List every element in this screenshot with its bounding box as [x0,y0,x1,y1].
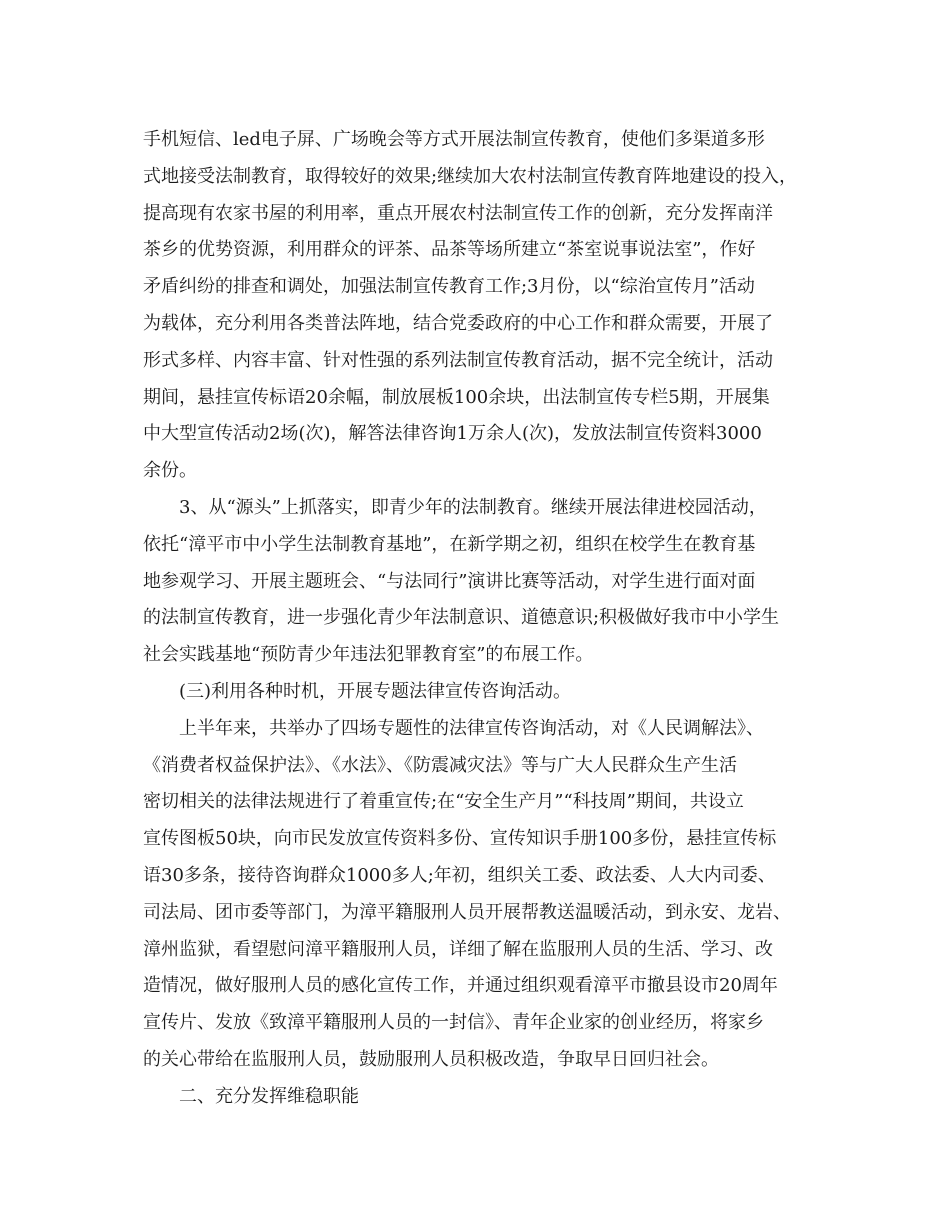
text-line: 茶乡的优势资源，利用群众的评茶、品茶等场所建立“茶室说事说法室”，作好 [143,239,756,261]
text-line: 式地接受法制教育，取得较好的效果;继续加大农村法制宣传教育阵地建设的投入， [143,165,798,187]
text-line: 形式多样、内容丰富、针对性强的系列法制宣传教育活动，据不完全统计，活动 [143,349,773,371]
text-line: 为载体，充分利用各类普法阵地，结合党委政府的中心工作和群众需要，开展了 [143,312,773,334]
text-line: 的法制宣传教育，进一步强化青少年法制意识、道德意识;积极做好我市中小学生 [143,607,780,629]
text-line: 提高现有农家书屋的利用率，重点开展农村法制宣传工作的创新，充分发挥南洋 [143,202,773,224]
text-line: 地参观学习、开展主题班会、“与法同行”演讲比赛等活动，对学生进行面对面 [143,570,756,592]
text-line: 社会实践基地“预防青少年违法犯罪教育室”的布展工作。 [143,644,594,666]
document-body [143,122,823,1116]
paragraph-first-line: 3、从“源头”上抓落实，即青少年的法制教育。继续开展法律进校园活动， [179,496,767,518]
text-line: 矛盾纠纷的排查和调处，加强法制宣传教育工作;3月份，以“综治宣传月”活动 [143,276,755,298]
text-line: 余份。 [143,460,197,482]
text-line: 宣传片、发放《致漳平籍服刑人员的一封信》、青年企业家的创业经历，将家乡 [143,1012,764,1034]
paragraph-first-line: 上半年来，共举办了四场专题性的法律宣传咨询活动，对《人民调解法》、 [179,717,764,739]
paragraph-first-line: (三)利用各种时机，开展专题法律宣传咨询活动。 [179,680,572,702]
text-line: 中大型宣传活动2场(次)，解答法律咨询1万余人(次)，发放法制宣传资料3000 [143,423,762,445]
text-line: 期间，悬挂宣传标语20余幅，制放展板100余块，出法制宣传专栏5期，开展集 [143,386,770,408]
text-line: 密切相关的法律法规进行了着重宣传;在“安全生产月”“科技周”期间，共设立 [143,791,744,813]
text-line: 司法局、团市委等部门，为漳平籍服刑人员开展帮教送温暖活动，到永安、龙岩、 [143,901,791,923]
text-line: 《消费者权益保护法》、《水法》、《防震减灾法》等与广大人民群众生产生活 [143,754,737,776]
text-line: 依托“漳平市中小学生法制教育基地”，在新学期之初，组织在校学生在教育基 [143,533,756,555]
text-line: 语30多条，接待咨询群众1000多人;年初，组织关工委、政法委、人大内司委、 [143,864,776,886]
text-line: 漳州监狱，看望慰问漳平籍服刑人员，详细了解在监服刑人员的生活、学习、改 [143,938,773,960]
text-line: 的关心带给在监服刑人员，鼓励服刑人员积极改造，争取早日回归社会。 [143,1048,719,1070]
text-line: 造情况，做好服刑人员的感化宣传工作，并通过组织观看漳平市撤县设市20周年 [143,975,778,997]
paragraph-first-line: 二、充分发挥维稳职能 [179,1085,359,1107]
text-line: 手机短信、led电子屏、广场晚会等方式开展法制宣传教育，使他们多渠道多形 [143,129,765,150]
text-line: 宣传图板50块，向市民发放宣传资料多份、宣传知识手册100多份，悬挂宣传标 [143,828,777,850]
